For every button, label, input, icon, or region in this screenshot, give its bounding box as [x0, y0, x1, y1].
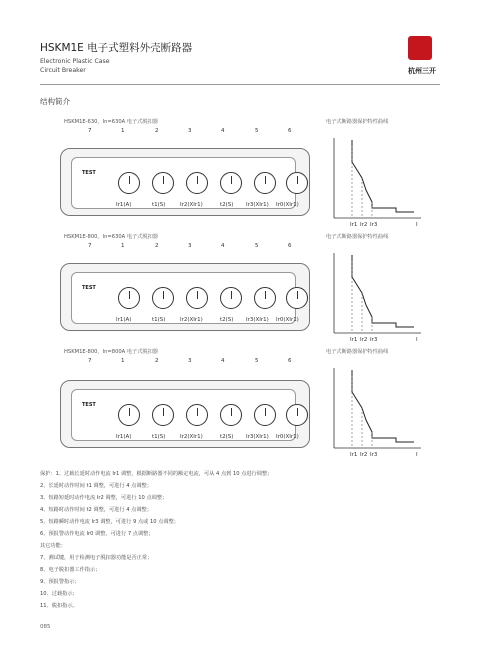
trip-unit-face — [71, 272, 299, 324]
callout-number: 6 — [288, 358, 292, 364]
dial-label: t2(S) — [220, 434, 234, 440]
section-title: 结构简介 — [40, 97, 70, 106]
ir2-dial[interactable] — [186, 404, 208, 426]
callout-number: 3 — [188, 243, 192, 249]
t2-dial[interactable] — [220, 287, 242, 309]
english-title-line-2: Circuit Breaker — [40, 67, 86, 74]
dial-label: Ir1(A) — [116, 317, 132, 323]
dial-label: t1(S) — [152, 202, 166, 208]
test-button[interactable]: TEST — [82, 285, 96, 291]
curve-axis-label: Ir1 — [350, 452, 358, 458]
note-line: 2、长延时动作时间 t1 调整，可进行 4 点调整； — [40, 483, 152, 489]
dial-label: t2(S) — [220, 317, 234, 323]
callout-number: 6 — [288, 243, 292, 249]
logo-mark-icon — [408, 36, 432, 60]
curve-axis-label: Ir2 — [360, 222, 368, 228]
dial-label: Ir2(XIr1) — [180, 202, 203, 208]
curve-axis-label: Ir1 — [350, 222, 358, 228]
curve-axis-label: Ir2 — [360, 337, 368, 343]
callout-number: 5 — [255, 128, 259, 134]
page-number: 085 — [40, 624, 51, 630]
t1-dial[interactable] — [152, 172, 174, 194]
dial-label: Ir0(XIr1) — [276, 202, 299, 208]
english-title-line-1: Electronic Plastic Case — [40, 58, 110, 65]
brand-logo — [400, 36, 440, 84]
dial-label: Ir1(A) — [116, 202, 132, 208]
test-button[interactable]: TEST — [82, 170, 96, 176]
curve-axis-label: I — [416, 337, 418, 343]
dial-label: t1(S) — [152, 317, 166, 323]
callout-number: 4 — [221, 358, 225, 364]
panel-caption-1: HSKM1E-630，In=630A 电子式脱扣器 — [64, 119, 158, 125]
t2-dial[interactable] — [220, 404, 242, 426]
panel-number-row-1 — [60, 128, 310, 136]
callout-number: 4 — [221, 128, 225, 134]
note-line: 9、预报警指示； — [40, 579, 80, 585]
curve-axis-label: I — [416, 222, 418, 228]
ir0-dial[interactable] — [286, 172, 308, 194]
t1-dial[interactable] — [152, 404, 174, 426]
note-line: 5、短路瞬时动作电流 Ir3 调整，可进行 9 点或 10 点调整； — [40, 519, 179, 525]
protection-curve-1 — [326, 130, 426, 228]
curve-axis-label: Ir1 — [350, 337, 358, 343]
trip-unit-panel-2 — [60, 263, 310, 331]
protection-curve-2 — [326, 245, 426, 343]
note-line: 10、过载指示； — [40, 591, 78, 597]
curve-caption-1: 电子式断路器保护特性曲线 — [326, 119, 389, 125]
ir2-dial[interactable] — [186, 172, 208, 194]
trip-unit-panel-3 — [60, 380, 310, 448]
dial-label: Ir0(XIr1) — [276, 434, 299, 440]
dial-label: Ir3(XIr1) — [246, 202, 269, 208]
protection-curve-3 — [326, 360, 426, 458]
ir2-dial[interactable] — [186, 287, 208, 309]
callout-number: 2 — [155, 243, 159, 249]
trip-unit-panel-1 — [60, 148, 310, 216]
callout-number: 2 — [155, 358, 159, 364]
test-button[interactable]: TEST — [82, 402, 96, 408]
trip-unit-face — [71, 389, 299, 441]
dial-label: Ir2(XIr1) — [180, 317, 203, 323]
dial-label: Ir3(XIr1) — [246, 434, 269, 440]
panel-caption-2: HSKM1E-800，In=630A 电子式脱扣器 — [64, 234, 158, 240]
callout-number: 1 — [121, 128, 125, 134]
note-line: 6、预报警动作电流 Ir0 调整，可进行 7 点调整； — [40, 531, 154, 537]
page-title: HSKM1E 电子式塑料外壳断路器 — [40, 42, 193, 54]
logo-text: 杭州三开 — [408, 67, 436, 75]
note-line: 8、电子脱扣器工作指示； — [40, 567, 101, 573]
callout-number: 5 — [255, 243, 259, 249]
note-line: 其它功能： — [40, 543, 66, 549]
callout-number: 1 — [121, 243, 125, 249]
callout-number: 2 — [155, 128, 159, 134]
note-line: 7、测试键，用于检测电子脱扣器功能是否正常； — [40, 555, 153, 561]
callout-number: 7 — [88, 128, 92, 134]
curve-caption-3: 电子式断路器保护特性曲线 — [326, 349, 389, 355]
ir1-dial[interactable] — [118, 172, 140, 194]
dial-label: t1(S) — [152, 434, 166, 440]
t2-dial[interactable] — [220, 172, 242, 194]
ir1-dial[interactable] — [118, 287, 140, 309]
callout-number: 6 — [288, 128, 292, 134]
ir3-dial[interactable] — [254, 404, 276, 426]
curve-axis-label: Ir2 — [360, 452, 368, 458]
callout-number: 3 — [188, 128, 192, 134]
callout-number: 7 — [88, 358, 92, 364]
ir3-dial[interactable] — [254, 287, 276, 309]
note-line: 3、短路短延时动作电流 Ir2 调整，可进行 10 点调整； — [40, 495, 168, 501]
t1-dial[interactable] — [152, 287, 174, 309]
callout-number: 1 — [121, 358, 125, 364]
note-line: 11、脱扣指示。 — [40, 603, 78, 609]
page-header — [40, 40, 440, 82]
callout-number: 4 — [221, 243, 225, 249]
curve-axis-label: Ir3 — [370, 337, 378, 343]
callout-number: 3 — [188, 358, 192, 364]
callout-number: 7 — [88, 243, 92, 249]
ir0-dial[interactable] — [286, 287, 308, 309]
dial-label: t2(S) — [220, 202, 234, 208]
ir1-dial[interactable] — [118, 404, 140, 426]
curve-axis-label: Ir3 — [370, 222, 378, 228]
ir3-dial[interactable] — [254, 172, 276, 194]
dial-label: Ir3(XIr1) — [246, 317, 269, 323]
panel-number-row-3 — [60, 358, 310, 366]
note-line: 保护：1、过载长延时动作电流 Ir1 调整，根据断路器不同的额定电流，可从 4 点到 10 点进行调整； — [40, 471, 273, 477]
panel-caption-3: HSKM1E-800，In=800A 电子式脱扣器 — [64, 349, 158, 355]
dial-label: Ir1(A) — [116, 434, 132, 440]
curve-axis-label: Ir3 — [370, 452, 378, 458]
panel-number-row-2 — [60, 243, 310, 251]
trip-unit-face — [71, 157, 299, 209]
dial-label: Ir2(XIr1) — [180, 434, 203, 440]
curve-caption-2: 电子式断路器保护特性曲线 — [326, 234, 389, 240]
note-line: 4、短路时动作时间 t2 调整，可进行 4 点调整； — [40, 507, 152, 513]
curve-axis-label: I — [416, 452, 418, 458]
header-divider — [40, 84, 440, 85]
dial-label: Ir0(XIr1) — [276, 317, 299, 323]
ir0-dial[interactable] — [286, 404, 308, 426]
callout-number: 5 — [255, 358, 259, 364]
